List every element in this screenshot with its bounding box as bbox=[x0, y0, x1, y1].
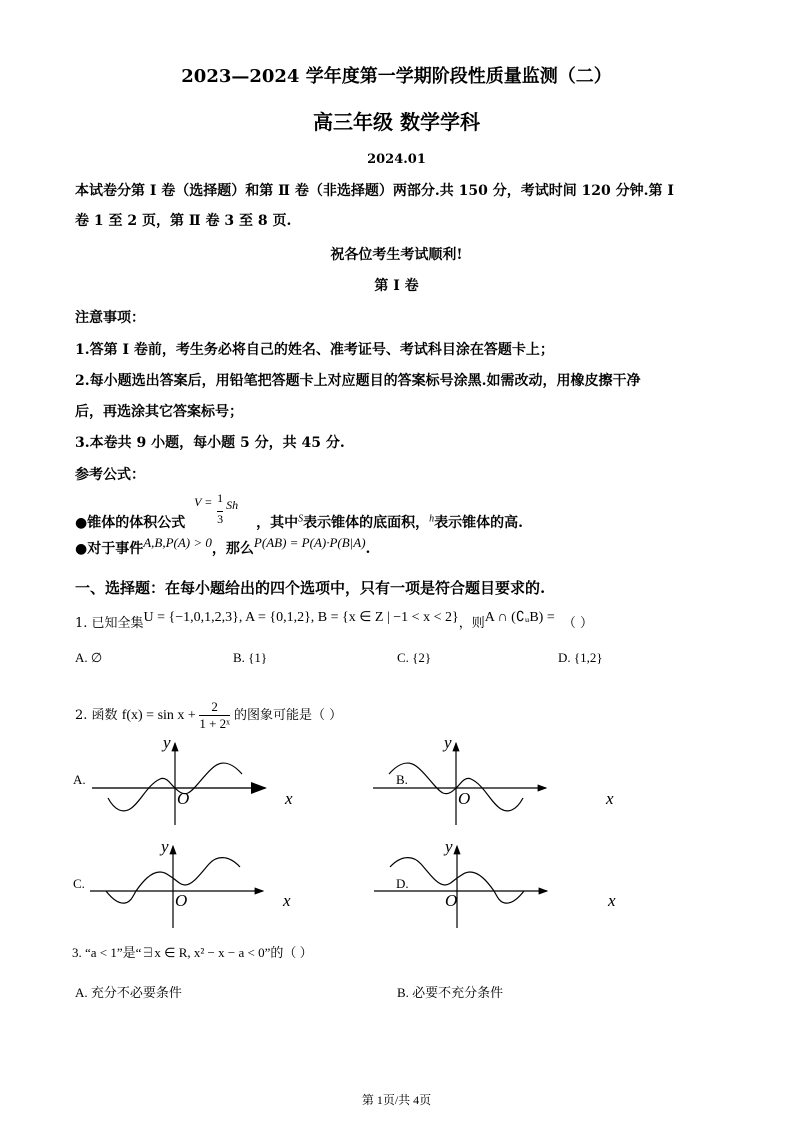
frac-den: 3 bbox=[217, 512, 224, 526]
note-item: 1.答第 I 卷前，考生务必将自己的姓名、准考证号、考试科目涂在答题卡上； bbox=[75, 342, 554, 358]
frac-num: 1 bbox=[217, 491, 224, 505]
frac-num: 2 bbox=[199, 699, 230, 716]
graph-d[interactable] bbox=[367, 836, 587, 946]
formulas-heading: 参考公式： bbox=[75, 467, 145, 483]
q1-option-a[interactable]: A. ∅ bbox=[75, 650, 103, 665]
q2-option-b-label[interactable]: B. bbox=[396, 772, 408, 787]
note-item: 3.本卷共 9 小题，每小题 5 分，共 45 分. bbox=[75, 435, 345, 451]
section-heading: 一、选择题：在每小题给出的四个选项中，只有一项是符合题目要求的. bbox=[75, 579, 546, 597]
q1-expression: A ∩ (∁ᵤB) = bbox=[484, 610, 555, 625]
notes-heading: 注意事项： bbox=[75, 310, 145, 326]
graph-c[interactable] bbox=[83, 836, 303, 946]
events-condition: A,B,P(A) > 0 bbox=[143, 535, 212, 550]
x-axis-label: x bbox=[608, 891, 616, 910]
question-2 bbox=[75, 699, 342, 732]
origin-label: O bbox=[445, 891, 458, 910]
origin-label: O bbox=[175, 891, 188, 910]
text: ，其中 bbox=[256, 515, 299, 531]
text: 表示锥体的底面积， bbox=[303, 515, 430, 531]
formula-sh: Sh bbox=[226, 498, 239, 512]
x-axis-label: x bbox=[606, 789, 614, 808]
q3-option-a[interactable]: A. 充分不必要条件 bbox=[75, 985, 182, 1000]
q2-suffix: 的图象可能是（ ） bbox=[234, 708, 343, 723]
x-axis-label: x bbox=[285, 789, 293, 808]
text: . bbox=[365, 541, 371, 557]
q1-option-d[interactable]: D. {1,2} bbox=[558, 650, 603, 665]
formula-cone bbox=[75, 491, 523, 532]
text: ，那么 bbox=[211, 541, 254, 557]
text: ，则 bbox=[458, 616, 485, 631]
page-footer: 第 1页/共 4页 bbox=[361, 1093, 432, 1107]
formula-v: V = bbox=[194, 495, 213, 509]
q2-prefix: 2. 函数 bbox=[75, 708, 118, 723]
text: 表示锥体的高. bbox=[434, 515, 523, 531]
intro-line-1: 本试卷分第 I 卷（选择题）和第 Ⅱ 卷（非选择题）两部分.共 150 分，考试时间 120 分钟.第 I bbox=[75, 183, 674, 199]
frac-den: 1 + 2ˣ bbox=[199, 716, 230, 731]
wish-text: 祝各位考生考试顺利! bbox=[330, 247, 463, 263]
intro-line-2: 卷 1 至 2 页，第 Ⅱ 卷 3 至 8 页. bbox=[75, 213, 292, 229]
origin-label: O bbox=[177, 789, 190, 808]
cone-volume-formula bbox=[190, 491, 256, 527]
formula-label: ●对于事件 bbox=[75, 541, 144, 557]
q2-function: f(x) = sin x + bbox=[121, 708, 200, 723]
y-axis-label: y bbox=[161, 837, 169, 856]
note-item: 后，再选涂其它答案标号； bbox=[75, 404, 243, 420]
y-axis-label: y bbox=[444, 733, 452, 752]
x-axis-label: x bbox=[283, 891, 291, 910]
question-1 bbox=[75, 612, 593, 632]
q2-fraction bbox=[199, 699, 230, 732]
probability-formula: P(AB) = P(A)·P(B|A) bbox=[253, 535, 366, 550]
var-s: S bbox=[298, 513, 304, 525]
q1-prefix: 1. 已知全集 bbox=[75, 616, 144, 631]
formula-conditional bbox=[75, 535, 371, 558]
graph-b[interactable] bbox=[366, 733, 586, 843]
q1-option-b[interactable]: B. {1} bbox=[233, 650, 268, 665]
q2-option-a-label[interactable]: A. bbox=[73, 772, 86, 787]
q1-option-c[interactable]: C. {2} bbox=[397, 650, 432, 665]
exam-date: 2024.01 bbox=[367, 152, 426, 167]
exam-subtitle: 高三年级 数学学科 bbox=[313, 110, 480, 134]
origin-label: O bbox=[458, 789, 471, 808]
exam-title: 2023—2024 学年度第一学期阶段性质量监测（二） bbox=[181, 66, 612, 87]
y-axis-label: y bbox=[445, 837, 453, 856]
graph-a[interactable] bbox=[85, 733, 305, 843]
part-heading: 第 I 卷 bbox=[374, 278, 419, 294]
note-item: 2.每小题选出答案后，用铅笔把答题卡上对应题目的答案标号涂黑.如需改动，用橡皮擦干净 bbox=[75, 373, 641, 389]
var-h: h bbox=[429, 513, 435, 525]
q2-option-d-label[interactable]: D. bbox=[396, 876, 409, 891]
answer-paren: （ ） bbox=[562, 616, 593, 631]
q1-sets: U = {−1,0,1,2,3}, A = {0,1,2}, B = {x ∈ Z | −1 < x < 2} bbox=[143, 610, 459, 625]
q2-option-c-label[interactable]: C. bbox=[73, 876, 85, 891]
y-axis-label: y bbox=[163, 733, 171, 752]
formula-label: ●锥体的体积公式 bbox=[75, 515, 186, 531]
question-3: 3. “a < 1”是“∃x ∈ R, x² − x − a < 0”的（ ） bbox=[72, 945, 313, 960]
q3-option-b[interactable]: B. 必要不充分条件 bbox=[397, 985, 504, 1000]
